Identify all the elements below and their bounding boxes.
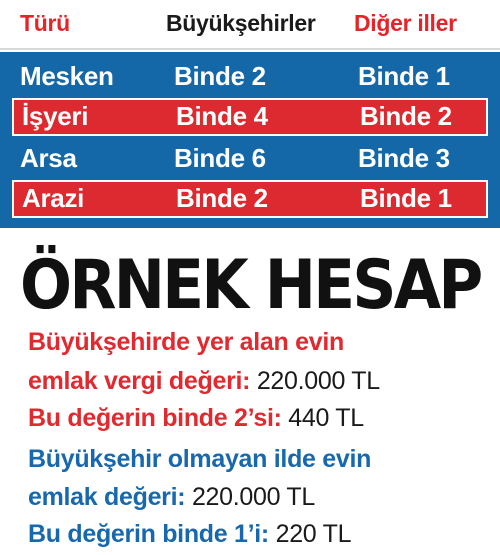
example-line-5-label: emlak değeri: bbox=[28, 483, 186, 511]
example-line-3 bbox=[28, 404, 364, 433]
header-metropolitan: Büyükşehirler bbox=[166, 10, 316, 36]
row-other-rate: Binde 1 bbox=[360, 183, 452, 213]
header-type: Türü bbox=[20, 10, 70, 36]
example-line-5-value: 220.000 TL bbox=[185, 483, 315, 511]
row-metropolitan-rate: Binde 2 bbox=[174, 61, 266, 91]
example-line-6-label: Bu değerin binde 1’i: bbox=[28, 520, 269, 548]
row-other-rate: Binde 1 bbox=[358, 61, 450, 91]
row-type: İşyeri bbox=[22, 101, 89, 131]
example-line-4: Büyükşehir olmayan ilde evin bbox=[28, 445, 372, 473]
table-row bbox=[12, 98, 488, 136]
tax-rate-table bbox=[0, 52, 500, 228]
example-calculation bbox=[0, 232, 500, 555]
table-row bbox=[12, 180, 488, 218]
row-type: Mesken bbox=[20, 61, 114, 91]
row-type: Arsa bbox=[20, 143, 77, 173]
row-other-rate: Binde 3 bbox=[358, 143, 450, 173]
row-metropolitan-rate: Binde 2 bbox=[176, 183, 268, 213]
row-type: Arazi bbox=[22, 183, 85, 213]
example-line-1: Büyükşehirde yer alan evin bbox=[28, 328, 344, 356]
row-metropolitan-rate: Binde 6 bbox=[174, 143, 266, 173]
example-title: ÖRNEK HESAP bbox=[20, 246, 481, 325]
example-line-3-value: 440 TL bbox=[281, 404, 364, 432]
table-row bbox=[12, 140, 488, 178]
row-metropolitan-rate: Binde 4 bbox=[176, 101, 268, 131]
example-line-3-label: Bu değerin binde 2’si: bbox=[28, 404, 282, 432]
example-line-2-value: 220.000 TL bbox=[250, 367, 380, 395]
row-other-rate: Binde 2 bbox=[360, 101, 452, 131]
example-line-2 bbox=[28, 367, 380, 396]
header-other-provinces: Diğer iller bbox=[354, 10, 457, 36]
example-line-2-label: emlak vergi değeri: bbox=[28, 367, 251, 395]
example-line-5 bbox=[28, 483, 315, 512]
example-line-6-value: 220 TL bbox=[268, 520, 352, 548]
table-row bbox=[12, 58, 488, 96]
table-header bbox=[0, 0, 500, 50]
example-line-6 bbox=[28, 520, 351, 549]
